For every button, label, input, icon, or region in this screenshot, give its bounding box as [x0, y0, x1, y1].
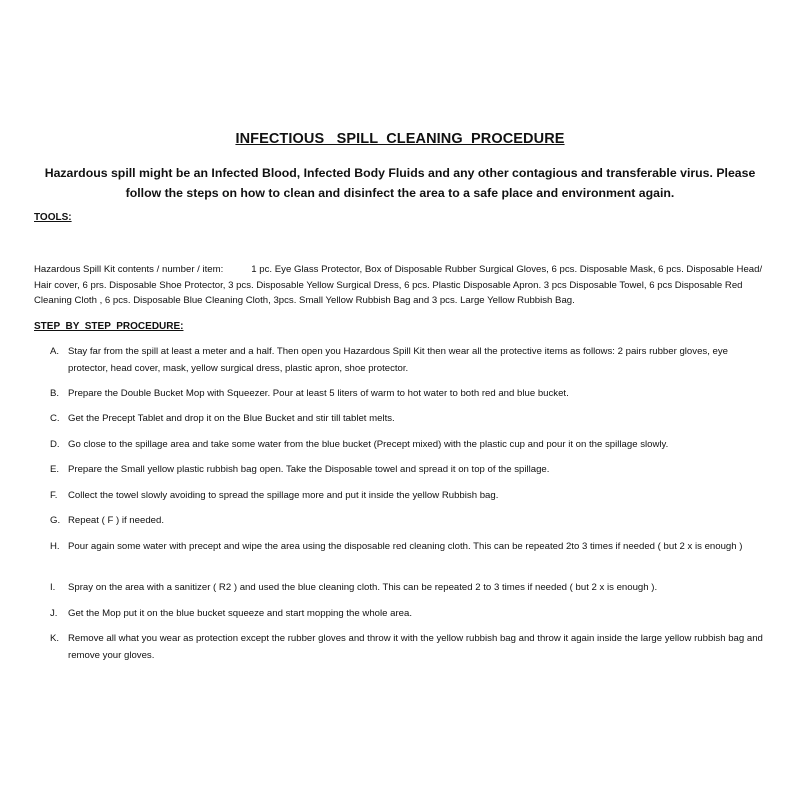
step-letter: C.	[50, 413, 60, 424]
spill-kit-label: Hazardous Spill Kit contents / number / item:	[34, 264, 224, 275]
step-c	[50, 410, 770, 427]
step-text: Prepare the Double Bucket Mop with Squeezer. Pour at least 5 liters of warm to hot water to both red and blue bucket.	[68, 388, 569, 399]
document-title: INFECTIOUS SPILL CLEANING PROCEDURE	[235, 131, 565, 147]
step-text: Get the Mop put it on the blue bucket squeeze and start mopping the whole area.	[68, 608, 412, 619]
step-f	[50, 487, 770, 504]
step-letter: H.	[50, 541, 60, 552]
step-h	[50, 538, 770, 555]
intro-paragraph: Hazardous spill might be an Infected Blood, Infected Body Fluids and any other contagious and transferable virus. Please follow the steps on how to clean and disinfect the area to a safe place and environment again.	[44, 166, 756, 200]
step-text: Remove all what you wear as protection except the rubber gloves and throw it with the yellow rubbish bag and throw it again inside the large yellow rubbish bag and remove your gloves.	[68, 633, 763, 661]
step-e	[50, 461, 770, 478]
spill-kit-items: 1 pc. Eye Glass Protector, Box of Disposable Rubber Surgical Gloves, 6 pcs. Disposable Mask, 6 pcs. Disposable Head/ Hair cover, 6 prs. Disposable Shoe Protector, 3 pcs. Disposable Yellow Surgical Dress, 6 pcs. Plastic Disposable Apron. 3 pcs Disposable Towel, 6 pcs Disposable Red Cleaning Cloth , 6 pcs. Disposable Blue Cleaning Cloth, 3pcs. Small Yellow Rubbish Bag and 3 pcs. Large Yellow Rubbish Bag.	[34, 264, 763, 306]
step-letter: G.	[50, 515, 61, 526]
step-letter: D.	[50, 439, 60, 450]
step-k	[50, 630, 770, 664]
step-letter: F.	[50, 490, 58, 501]
step-a	[50, 343, 770, 377]
step-text: Go close to the spillage area and take some water from the blue bucket (Precept mixed) with the plastic cup and pour it on the spillage slowly.	[68, 439, 669, 450]
step-text: Pour again some water with precept and wipe the area using the disposable red cleaning cloth. This can be repeated 2to 3 times if needed ( but 2 x is enough )	[68, 541, 743, 552]
procedure-heading: STEP BY STEP PROCEDURE:	[34, 321, 184, 332]
step-text: Get the Precept Tablet and drop it on the Blue Bucket and stir till tablet melts.	[68, 413, 395, 424]
step-letter: J.	[50, 608, 58, 619]
tools-heading: TOOLS:	[34, 212, 72, 223]
step-text: Repeat ( F ) if needed.	[68, 515, 164, 526]
step-j	[50, 605, 770, 622]
step-letter: B.	[50, 388, 60, 399]
step-letter: A.	[50, 346, 60, 357]
step-letter: E.	[50, 464, 60, 475]
step-text: Spray on the area with a sanitizer ( R2 ) and used the blue cleaning cloth. This can be repeated 2 to 3 times if needed ( but 2 x is enough ).	[68, 582, 658, 593]
step-text: Stay far from the spill at least a meter and a half. Then open you Hazardous Spill Kit then wear all the protective items as follows: 2 pairs rubber gloves, eye protector, head cover, mask, yellow surgical dress, plastic apron, shoe protector.	[68, 346, 728, 374]
step-text: Collect the towel slowly avoiding to spread the spillage more and put it inside the yellow Rubbish bag.	[68, 490, 499, 501]
step-text: Prepare the Small yellow plastic rubbish bag open. Take the Disposable towel and spread it on top of the spillage.	[68, 464, 550, 475]
step-i	[50, 579, 770, 596]
step-d	[50, 436, 770, 453]
step-b	[50, 385, 770, 402]
step-g	[50, 512, 770, 529]
step-letter: I.	[50, 582, 56, 593]
step-letter: K.	[50, 633, 60, 644]
